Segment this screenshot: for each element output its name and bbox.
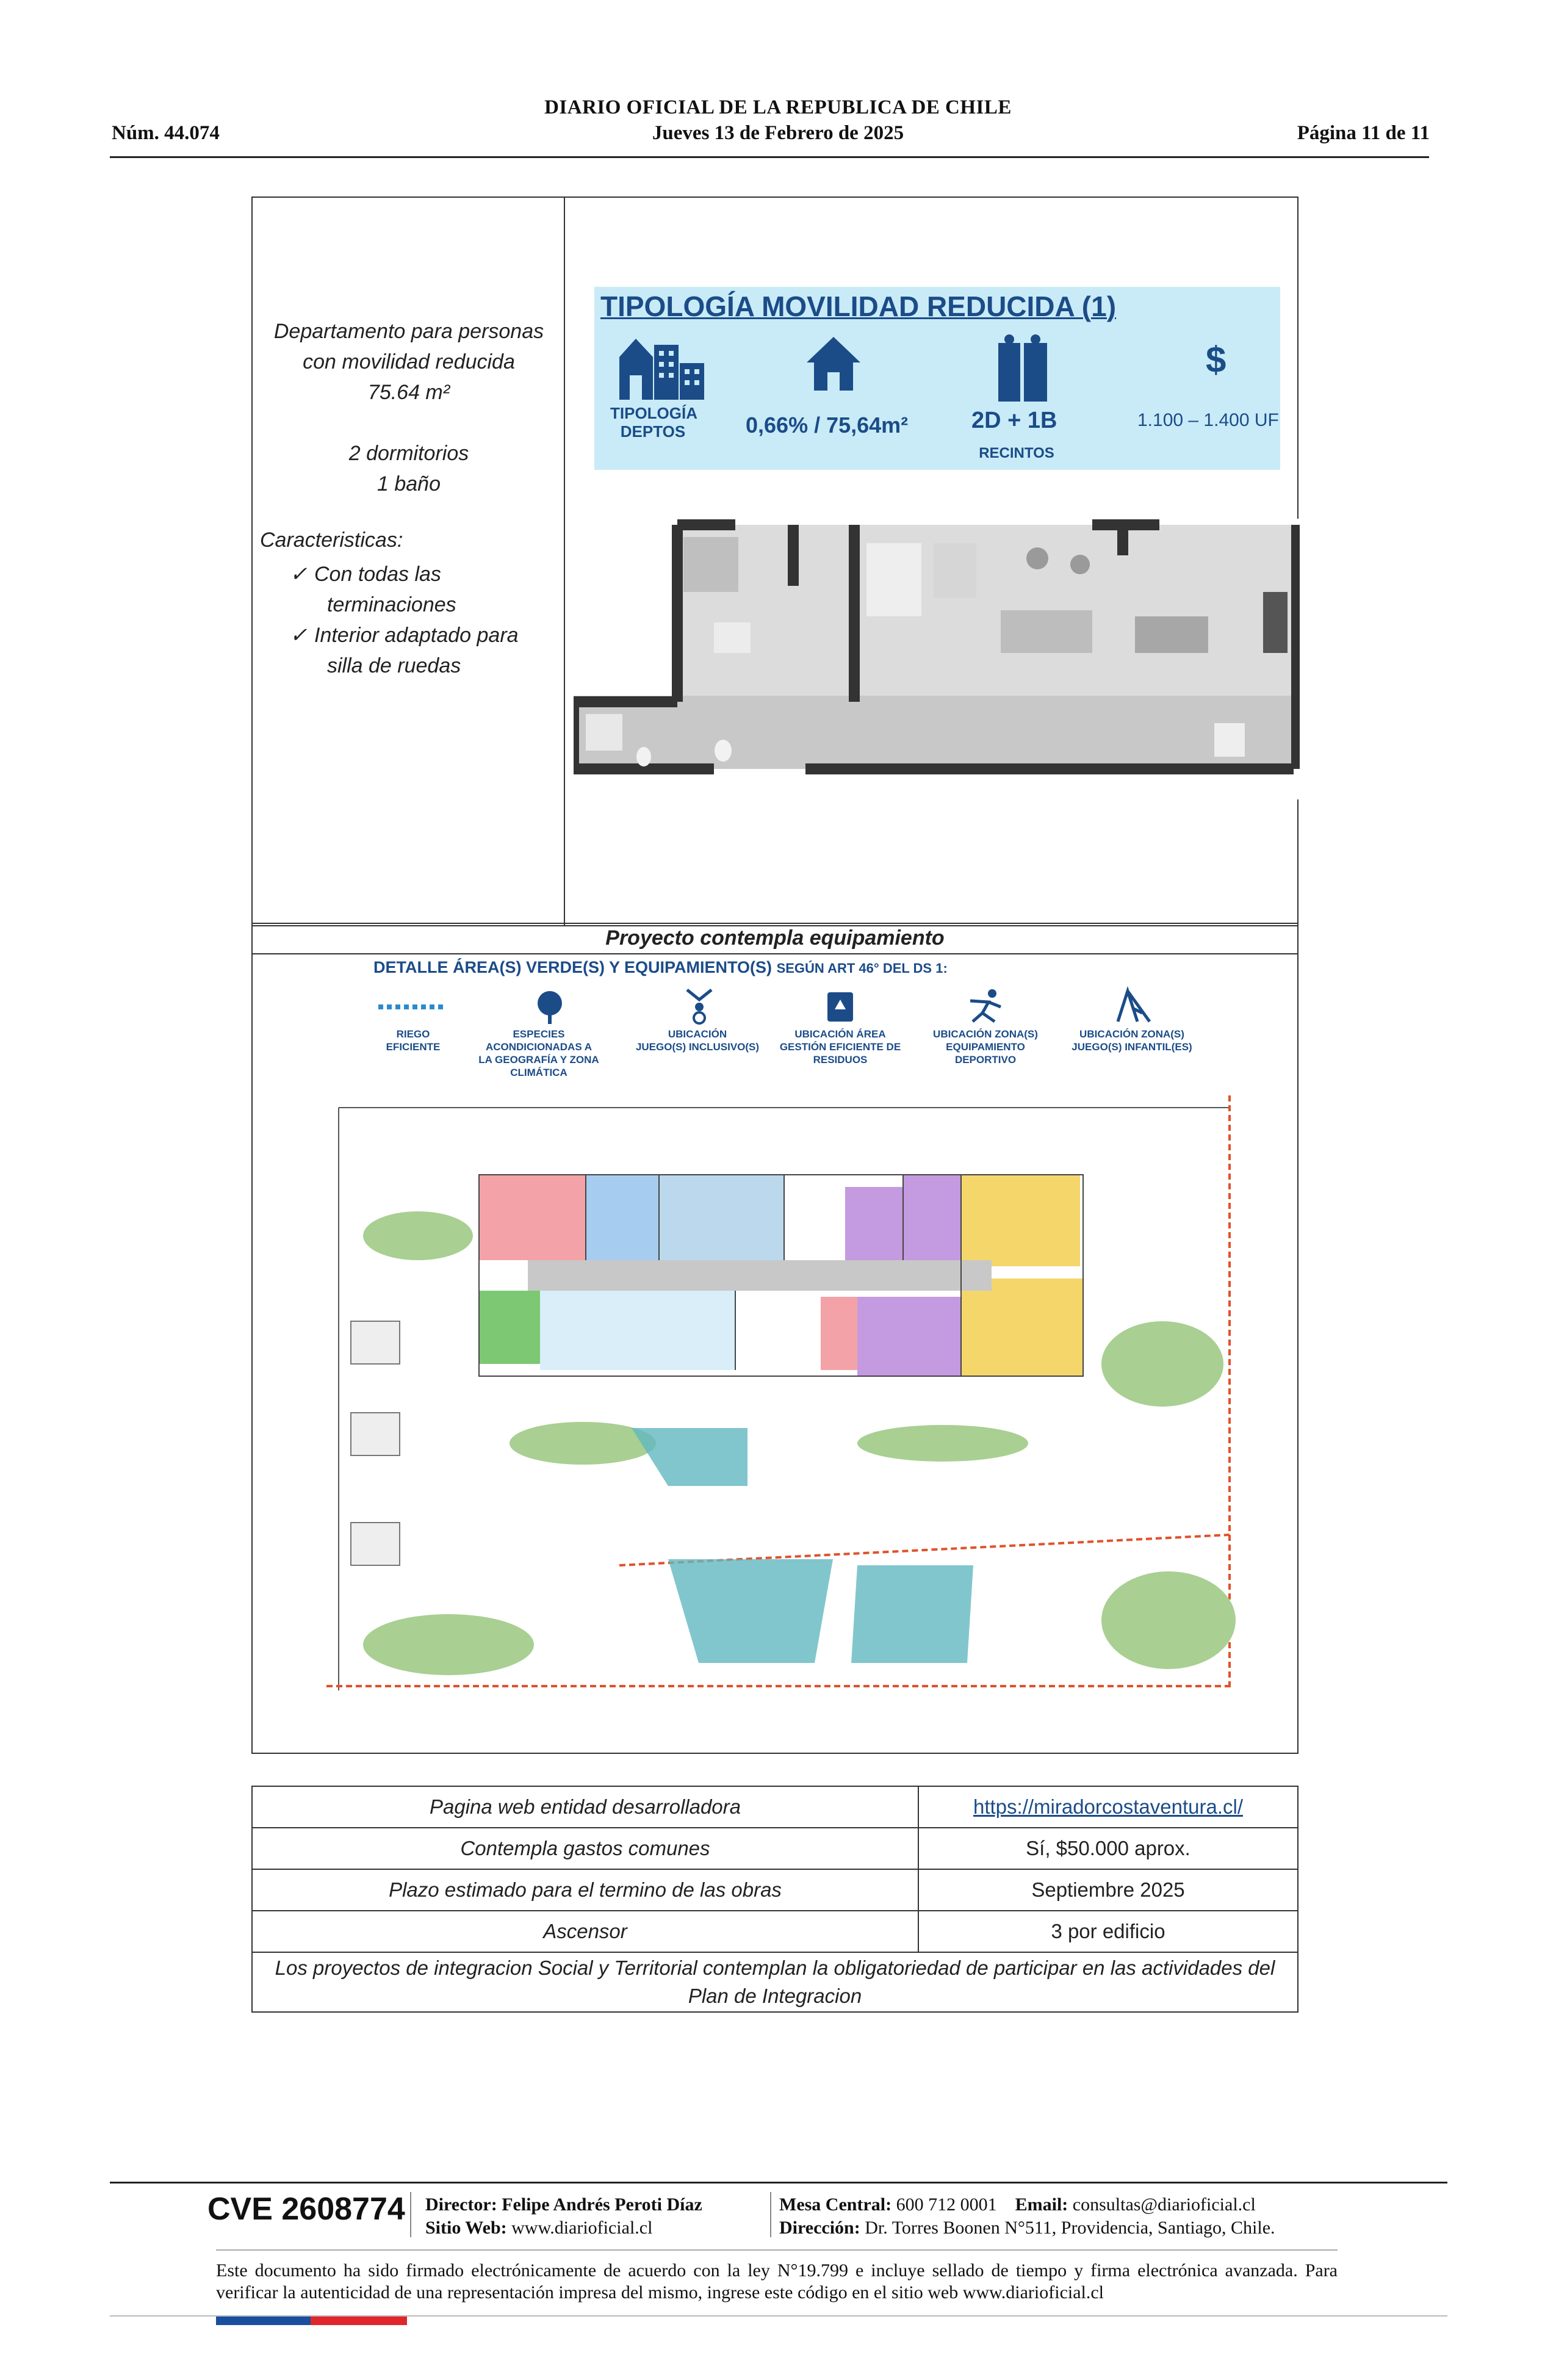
issue-number: Núm. 44.074	[112, 122, 220, 144]
dotted-line-icon	[377, 1001, 450, 1013]
recintos-label: RECINTOS	[979, 445, 1054, 461]
row-value: Septiembre 2025	[918, 1869, 1298, 1911]
footer-email[interactable]: consultas@diarioficial.cl	[1072, 2194, 1256, 2215]
feature-item-cont: silla de ruedas	[327, 654, 461, 677]
page-number: Página 11 de 11	[1297, 122, 1430, 144]
note-line1: Los proyectos de integracion Social y Territorial contemplan la obligatoriedad de participar en las actividades del	[275, 1956, 1275, 1979]
legend-riego: RIEGO EFICIENTE	[386, 1028, 441, 1053]
flag-stripe-blue	[216, 2317, 311, 2325]
footer-separator	[410, 2192, 411, 2237]
legend-juego-inclusivo: UBICACIÓN JUEGO(S) INCLUSIVO(S)	[635, 1028, 760, 1053]
table-row	[252, 1869, 1298, 1911]
row-label: Plazo estimado para el termino de las obras	[252, 1869, 918, 1911]
project-info-table	[251, 1786, 1298, 2013]
unit-baths: 1 baño	[377, 472, 441, 496]
legend-infantil: UBICACIÓN ZONA(S) JUEGO(S) INFANTIL(ES)	[1072, 1028, 1192, 1053]
table-row	[252, 1786, 1298, 1828]
unit-bedrooms: 2 dormitorios	[348, 442, 469, 465]
row-label: Contempla gastos comunes	[252, 1828, 918, 1869]
unit-area: 75.64 m²	[367, 381, 450, 404]
building-icon	[616, 333, 708, 403]
feature-item: ✓ Interior adaptado para	[290, 620, 519, 651]
tipologia-label	[610, 404, 696, 441]
note-line2: Plan de Integracion	[688, 1985, 862, 2007]
footer-inner-divider	[216, 2249, 1338, 2251]
features-title: Caracteristicas:	[260, 528, 403, 552]
footer-divider	[110, 2182, 1447, 2183]
tipologia-title: TIPOLOGÍA MOVILIDAD REDUCIDA (1)	[600, 290, 1117, 322]
flag-stripe-red	[311, 2317, 407, 2325]
detail-title-suffix: SEGÚN ART 46° DEL DS 1:	[776, 961, 948, 976]
row-label: Pagina web entidad desarrolladora	[252, 1786, 918, 1828]
tipologia-label-line1: TIPOLOGÍA	[610, 404, 697, 422]
unit-panel-divider	[564, 197, 565, 926]
unit-desc-line2: con movilidad reducida	[303, 350, 515, 373]
playground-icon	[1115, 986, 1152, 1024]
newspaper-title: DIARIO OFICIAL DE LA REPUBLICA DE CHILE	[544, 96, 1012, 118]
row-value: Sí, $50.000 aprox.	[918, 1828, 1298, 1869]
equipment-panel-divider	[251, 953, 1298, 954]
price-icon: $	[1206, 339, 1226, 380]
website-line: Sitio Web: www.diarioficial.cl	[425, 2218, 653, 2238]
footer-website[interactable]: www.diarioficial.cl	[511, 2218, 653, 2238]
feature-item: ✓ Con todas las	[290, 559, 441, 590]
legal-notice: Este documento ha sido firmado electrónicamente de acuerdo con la ley N°19.799 e incluye sellado de tiempo y firma electrónica avanzada. Para verificar la autenticidad de una representación impresa del mismo, ingrese este código en el sitio web www.diarioficial.cl	[216, 2260, 1338, 2302]
legend-deportivo: UBICACIÓN ZONA(S) EQUIPAMIENTO DEPORTIVO	[933, 1028, 1038, 1066]
sports-icon	[964, 989, 1004, 1024]
rooms-icon	[992, 334, 1053, 402]
recycle-bin-icon	[824, 989, 857, 1024]
footer-separator	[770, 2192, 771, 2237]
legend-especies: ESPECIES ACONDICIONADAS A LA GEOGRAFÍA Y ZONA CLIMÁTICA	[478, 1028, 599, 1078]
unit-rooms	[256, 438, 561, 499]
contact-line: Mesa Central: 600 712 0001 Email: consultas@diarioficial.cl	[779, 2194, 1256, 2215]
detail-title	[373, 958, 948, 977]
apartment-floor-plan	[574, 519, 1300, 799]
director-line: Director: Felipe Andrés Peroti Díaz	[425, 2194, 702, 2215]
recintos-value: 2D + 1B	[971, 408, 1057, 433]
site-plan	[326, 1095, 1236, 1690]
row-label: Ascensor	[252, 1911, 918, 1952]
check-icon: ✓	[290, 624, 308, 647]
header-divider	[110, 156, 1429, 158]
area-ratio: 0,66% / 75,64m²	[746, 413, 909, 438]
unit-desc-line1: Departamento para personas	[273, 320, 544, 343]
table-row	[252, 1911, 1298, 1952]
price-range: 1.100 – 1.400 UF	[1137, 410, 1279, 430]
feature-item-cont: terminaciones	[327, 593, 456, 616]
tree-icon	[535, 990, 565, 1025]
table-row	[252, 1952, 1298, 2012]
check-icon: ✓	[290, 563, 308, 586]
legend-residuos: UBICACIÓN ÁREA GESTIÓN EFICIENTE DE RESIDUOS	[779, 1028, 901, 1066]
unit-description	[256, 316, 561, 408]
inclusive-play-icon	[682, 987, 716, 1025]
address-line: Dirección: Dr. Torres Boonen N°511, Providencia, Santiago, Chile.	[779, 2218, 1275, 2238]
issue-date: Jueves 13 de Febrero de 2025	[652, 122, 904, 144]
row-value: 3 por edificio	[918, 1911, 1298, 1952]
tipologia-label-line2: DEPTOS	[620, 422, 686, 441]
cve-code: CVE 2608774	[207, 2191, 405, 2227]
equipment-title: Proyecto contempla equipamiento	[605, 926, 945, 950]
developer-website-link[interactable]: https://miradorcostaventura.cl/	[918, 1786, 1298, 1828]
table-row	[252, 1828, 1298, 1869]
home-icon	[804, 334, 863, 393]
detail-title-main: DETALLE ÁREA(S) VERDE(S) Y EQUIPAMIENTO(S)	[373, 958, 773, 976]
integration-note	[252, 1952, 1298, 2012]
